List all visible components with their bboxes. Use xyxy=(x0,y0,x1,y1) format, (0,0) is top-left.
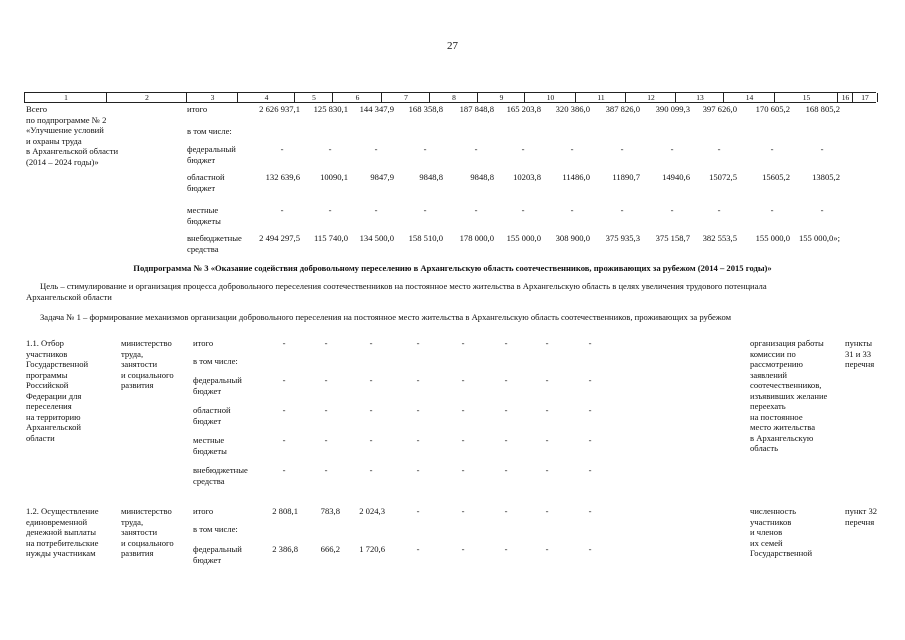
item1-value: - xyxy=(545,375,549,385)
item1-row-label: местные xyxy=(193,435,225,445)
item2-value: - xyxy=(504,544,508,554)
item2-responsible-line: развития xyxy=(121,548,154,558)
item1-value: - xyxy=(416,465,420,475)
item1-value: - xyxy=(369,375,373,385)
item2-value: - xyxy=(461,544,465,554)
item1-result-line: в Архангельскую xyxy=(750,432,814,443)
total-value: - xyxy=(570,205,574,215)
item2-result-line: участников xyxy=(750,516,792,527)
section-title: Подпрограмма № 3 «Оказание содействия добровольному переселению в Архангельскую область соотечественников, проживающих за рубежом (2014 – 2015 годы)» xyxy=(133,263,772,273)
total-value: 10203,8 xyxy=(513,172,541,182)
item1-row-label: бюджеты xyxy=(193,446,227,456)
item1-value: - xyxy=(282,338,286,348)
task-text: Задача № 1 – формирование механизмов организации добровольного переселения на постоянное место жительства в Архангельскую область соотечественников, проживающих за рубежом xyxy=(40,312,732,322)
total-value: 15605,2 xyxy=(762,172,790,182)
header-col-4: 4 xyxy=(237,93,295,102)
item2-result-line: Государственной xyxy=(750,548,813,558)
item1-value: - xyxy=(416,338,420,348)
total-row-label: внебюджетные xyxy=(187,233,242,243)
item1-value: - xyxy=(588,375,592,385)
item1-value: - xyxy=(545,338,549,348)
total-value: - xyxy=(820,144,824,154)
item2-desc-line: денежной выплаты xyxy=(26,527,97,537)
total-desc-line: и охраны труда xyxy=(26,135,82,146)
total-value: 308 900,0 xyxy=(555,233,590,243)
item2-value: - xyxy=(588,506,592,516)
item1-value: - xyxy=(416,405,420,415)
item1-value: - xyxy=(545,465,549,475)
total-value: 9848,8 xyxy=(419,172,443,182)
item1-value: - xyxy=(416,375,420,385)
header-col-13: 13 xyxy=(675,93,724,102)
header-col-2: 2 xyxy=(106,93,187,102)
total-value: 178 000,0 xyxy=(459,233,494,243)
total-value: 14940,6 xyxy=(662,172,690,182)
header-col-7: 7 xyxy=(381,93,430,102)
item2-desc-line: нужды участникам xyxy=(26,548,96,558)
item1-row-label: бюджет xyxy=(193,416,222,426)
total-row-label: местные xyxy=(187,205,219,215)
header-col-1: 1 xyxy=(24,93,107,102)
total-value: 155 000,0»; xyxy=(798,233,840,243)
total-value: 13805,2 xyxy=(812,172,840,182)
item1-value: - xyxy=(282,375,286,385)
total-value: 375 935,3 xyxy=(605,233,640,243)
item2-value: 2 808,1 xyxy=(272,506,298,516)
item2-value: - xyxy=(416,506,420,516)
item1-value: - xyxy=(588,435,592,445)
total-value: - xyxy=(670,205,674,215)
total-value: - xyxy=(620,205,624,215)
header-col-9: 9 xyxy=(477,93,525,102)
item1-result-line: место жительства xyxy=(750,422,816,432)
item1-row-label: федеральный xyxy=(193,375,242,385)
item2-result-line: их семей xyxy=(750,537,783,548)
item1-ref-line: перечня xyxy=(845,359,875,369)
item1-row-label: областной xyxy=(193,405,231,415)
item1-result-line: комиссии по xyxy=(750,348,796,359)
item2-value: - xyxy=(461,506,465,516)
item1-responsible-line: и социального xyxy=(121,369,174,380)
item2-desc-line: на потребительские xyxy=(26,537,99,548)
item2-responsible-line: труда, xyxy=(121,516,144,527)
item2-value: 1 720,6 xyxy=(359,544,385,554)
header-col-8: 8 xyxy=(429,93,478,102)
total-value: 115 740,0 xyxy=(313,233,348,243)
item1-row-label: внебюджетные xyxy=(193,465,248,475)
total-desc-line: по подпрограмме № 2 xyxy=(26,114,107,125)
total-value: 375 158,7 xyxy=(655,233,690,243)
item2-ref-line: пункт 32 xyxy=(845,506,878,516)
total-value: - xyxy=(423,144,427,154)
item1-value: - xyxy=(504,375,508,385)
total-value: - xyxy=(474,205,478,215)
item1-value: - xyxy=(324,465,328,475)
item2-responsible-line: министерство xyxy=(121,506,172,516)
total-value: - xyxy=(770,205,774,215)
header-col-12: 12 xyxy=(625,93,676,102)
total-value: 170 605,2 xyxy=(755,104,790,114)
item1-value: - xyxy=(461,375,465,385)
item1-result-line: соотечественников, xyxy=(750,380,822,390)
total-value: - xyxy=(280,205,284,215)
total-value: 155 000,0 xyxy=(755,233,790,243)
item1-responsible-line: развития xyxy=(121,380,154,390)
item1-value: - xyxy=(588,405,592,415)
item1-result-line: изъявивших желание xyxy=(750,390,828,401)
page-number: 27 xyxy=(447,40,458,52)
total-row-label: бюджеты xyxy=(187,216,221,226)
total-value: 168 805,2 xyxy=(805,104,840,114)
total-value: - xyxy=(280,144,284,154)
item1-value: - xyxy=(416,435,420,445)
total-value: 9847,9 xyxy=(370,172,394,182)
item2-ref-line: перечня xyxy=(845,516,875,527)
total-value: 2 494 297,5 xyxy=(259,233,300,243)
total-value: - xyxy=(423,205,427,215)
item1-ref-line: 31 и 33 xyxy=(845,348,872,359)
item1-desc-line: программы xyxy=(26,369,68,380)
item1-result-line: область xyxy=(750,443,779,453)
header-col-15: 15 xyxy=(774,93,838,102)
item1-result-line: заявлений xyxy=(750,369,788,380)
total-value: - xyxy=(374,144,378,154)
total-value: 10090,1 xyxy=(320,172,348,182)
total-value: - xyxy=(717,144,721,154)
total-value: - xyxy=(521,144,525,154)
total-desc-line: Всего xyxy=(26,104,48,114)
total-value: 320 386,0 xyxy=(555,104,590,114)
header-col-5: 5 xyxy=(294,93,333,102)
item1-row-label: итого xyxy=(193,338,214,348)
item2-desc-line: единовременной xyxy=(26,516,88,527)
item2-responsible-line: занятости xyxy=(121,527,158,537)
item1-row-label: средства xyxy=(193,476,225,486)
header-col-11: 11 xyxy=(575,93,626,102)
total-value: - xyxy=(820,205,824,215)
item1-row-label: в том числе: xyxy=(193,356,238,366)
total-value: 387 826,0 xyxy=(605,104,640,114)
item1-value: - xyxy=(504,405,508,415)
goal-text-line-1: Цель – стимулирование и организация процесса добровольного переселения соотечественников на постоянное место жительства в Архангельскую область в целях увеличения трудового потенциала xyxy=(40,281,767,291)
item1-value: - xyxy=(369,435,373,445)
total-value: - xyxy=(328,205,332,215)
item1-value: - xyxy=(369,405,373,415)
total-row-label: областной xyxy=(187,172,225,182)
header-col-16: 16 xyxy=(837,93,853,102)
item1-desc-line: области xyxy=(26,432,55,443)
item1-value: - xyxy=(588,465,592,475)
item1-ref-line: пункты xyxy=(845,338,873,348)
item2-row-label: бюджет xyxy=(193,555,222,565)
total-value: 2 626 937,1 xyxy=(259,104,300,114)
total-value: 158 510,0 xyxy=(408,233,443,243)
total-value: 11486,0 xyxy=(562,172,590,182)
header-col-14: 14 xyxy=(723,93,775,102)
item2-value: - xyxy=(416,544,420,554)
header-col-17: 17 xyxy=(852,93,878,102)
total-value: - xyxy=(328,144,332,154)
item1-value: - xyxy=(588,338,592,348)
total-value: - xyxy=(620,144,624,154)
item2-value: 783,8 xyxy=(320,506,340,516)
total-value: 15072,5 xyxy=(709,172,737,182)
goal-text-line-2: Архангельской области xyxy=(26,292,112,302)
item1-value: - xyxy=(324,338,328,348)
header-col-3: 3 xyxy=(186,93,238,102)
total-value: - xyxy=(570,144,574,154)
total-value: 187 848,8 xyxy=(459,104,494,114)
item1-value: - xyxy=(369,338,373,348)
total-value: - xyxy=(670,144,674,154)
item1-result-line: на постоянное xyxy=(750,411,803,422)
header-col-6: 6 xyxy=(332,93,382,102)
item2-value: - xyxy=(504,506,508,516)
item1-desc-line: Архангельской xyxy=(26,422,81,432)
item1-result-line: переехать xyxy=(750,401,786,411)
total-value: 134 500,0 xyxy=(359,233,394,243)
item1-desc-line: 1.1. Отбор xyxy=(26,338,64,348)
item1-value: - xyxy=(461,465,465,475)
item1-value: - xyxy=(504,465,508,475)
item1-value: - xyxy=(324,375,328,385)
item1-result-line: рассмотрению xyxy=(750,359,803,369)
total-row-label: средства xyxy=(187,244,219,254)
total-value: 144 347,9 xyxy=(359,104,394,114)
total-row-label: бюджет xyxy=(187,183,216,193)
item1-desc-line: Государственной xyxy=(26,359,89,369)
total-value: - xyxy=(770,144,774,154)
item1-value: - xyxy=(282,465,286,475)
total-desc-line: (2014 – 2024 годы)» xyxy=(26,156,99,167)
item2-value: - xyxy=(588,544,592,554)
item2-result-line: численность xyxy=(750,506,797,516)
item1-value: - xyxy=(504,435,508,445)
item2-value: - xyxy=(545,506,549,516)
total-row-label: федеральный xyxy=(187,144,236,154)
item2-value: - xyxy=(545,544,549,554)
total-row-label: итого xyxy=(187,104,208,114)
table-header-row xyxy=(24,92,876,103)
total-value: 155 000,0 xyxy=(506,233,541,243)
item2-responsible-line: и социального xyxy=(121,537,174,548)
total-desc-line: «Улучшение условий xyxy=(26,125,104,135)
item1-value: - xyxy=(461,405,465,415)
item2-result-line: и членов xyxy=(750,527,783,537)
item1-value: - xyxy=(461,338,465,348)
item1-value: - xyxy=(504,338,508,348)
total-value: 168 358,8 xyxy=(408,104,443,114)
total-value: 9848,8 xyxy=(470,172,494,182)
item1-value: - xyxy=(545,405,549,415)
item1-value: - xyxy=(282,405,286,415)
total-value: - xyxy=(474,144,478,154)
item1-result-line: организация работы xyxy=(750,338,824,348)
item1-desc-line: переселения xyxy=(26,401,72,411)
item1-desc-line: Российской xyxy=(26,380,69,390)
total-row-label: бюджет xyxy=(187,155,216,165)
total-desc-line: в Архангельской области xyxy=(26,146,119,156)
total-row-label: в том числе: xyxy=(187,126,232,136)
total-value: 390 099,3 xyxy=(655,104,690,114)
total-value: - xyxy=(717,205,721,215)
item2-row-label: итого xyxy=(193,506,214,516)
item1-responsible-line: министерство xyxy=(121,338,172,348)
item1-responsible-line: труда, xyxy=(121,348,144,359)
item1-value: - xyxy=(282,435,286,445)
total-value: 165 203,8 xyxy=(506,104,541,114)
total-value: 382 553,5 xyxy=(702,233,737,243)
item2-value: 2 024,3 xyxy=(359,506,385,516)
item1-desc-line: Федерации для xyxy=(26,390,82,401)
item1-value: - xyxy=(324,435,328,445)
item2-value: 666,2 xyxy=(320,544,340,554)
item1-desc-line: участников xyxy=(26,348,68,359)
item1-value: - xyxy=(461,435,465,445)
total-value: 132 639,6 xyxy=(265,172,300,182)
header-col-10: 10 xyxy=(524,93,576,102)
total-value: - xyxy=(374,205,378,215)
item1-desc-line: на территорию xyxy=(26,411,81,422)
total-value: - xyxy=(521,205,525,215)
total-value: 11890,7 xyxy=(612,172,640,182)
item1-value: - xyxy=(369,465,373,475)
total-value: 397 626,0 xyxy=(702,104,737,114)
item2-value: 2 386,8 xyxy=(272,544,298,554)
item2-row-label: федеральный xyxy=(193,544,242,554)
item1-row-label: бюджет xyxy=(193,386,222,396)
item1-responsible-line: занятости xyxy=(121,359,158,369)
item1-value: - xyxy=(324,405,328,415)
item2-row-label: в том числе: xyxy=(193,524,238,534)
item1-value: - xyxy=(545,435,549,445)
item2-desc-line: 1.2. Осуществление xyxy=(26,506,99,516)
total-value: 125 830,1 xyxy=(313,104,348,114)
